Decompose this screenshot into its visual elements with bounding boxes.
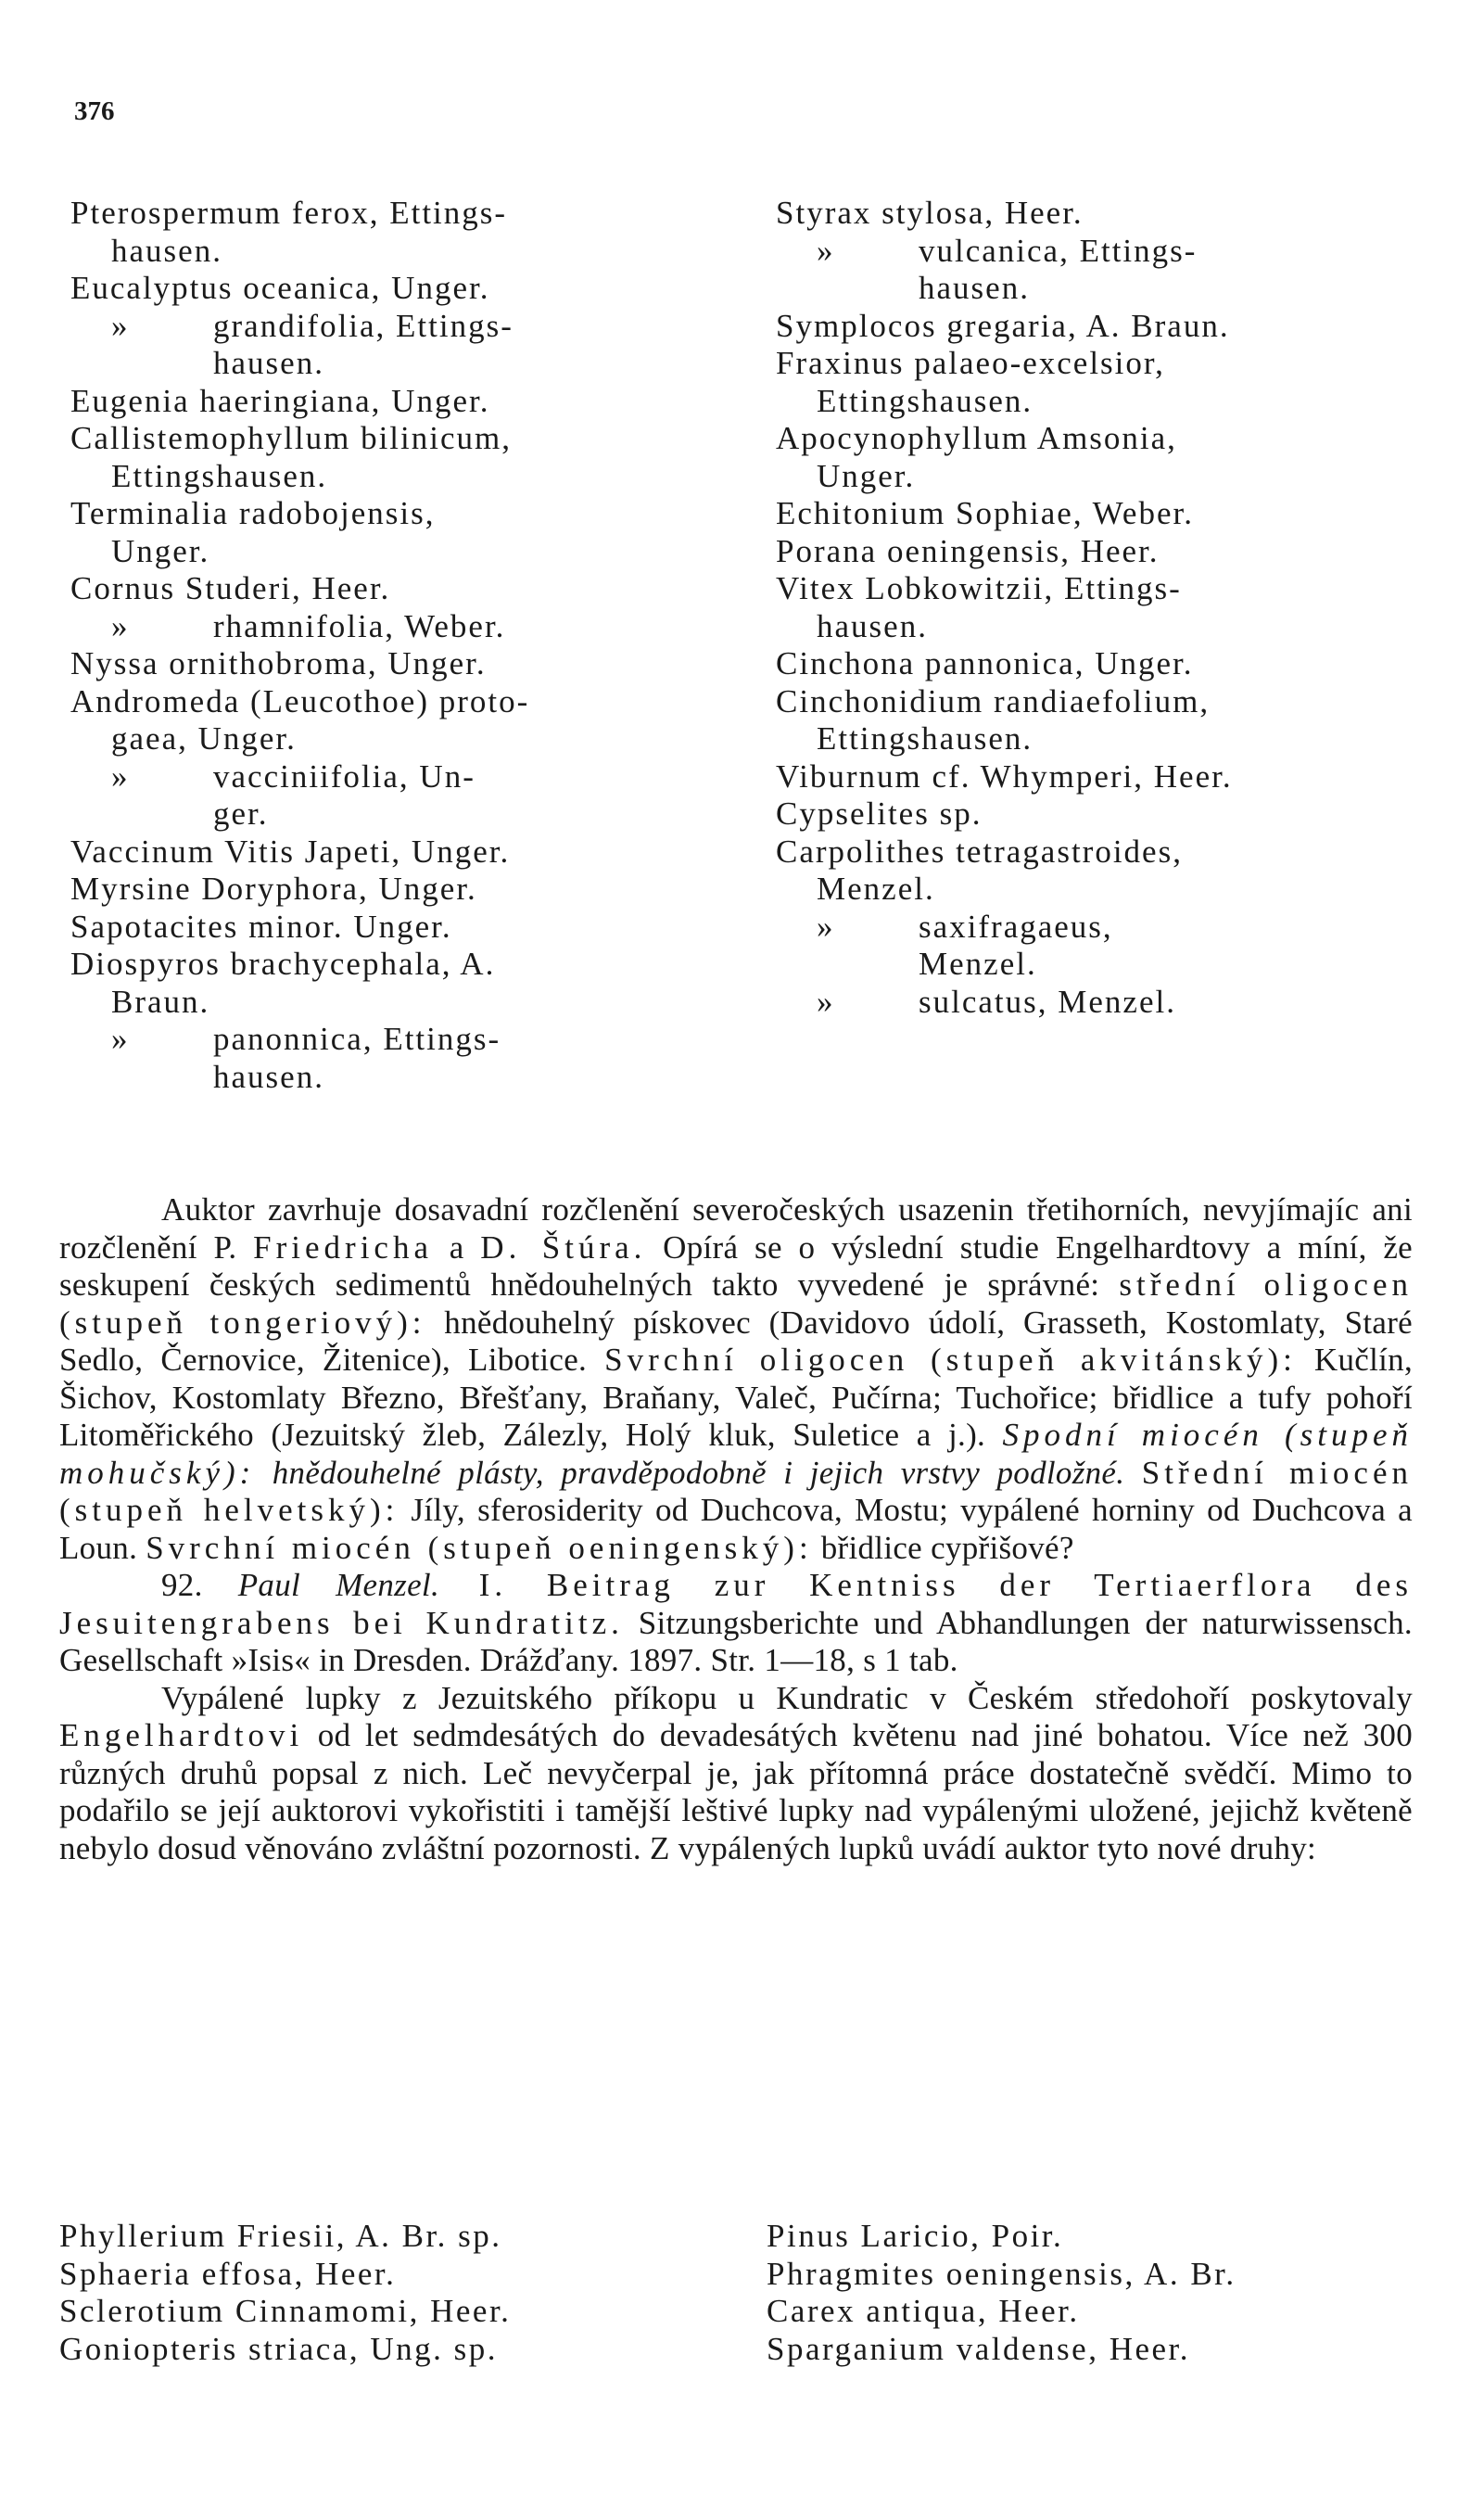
species-entry-line: hausen.: [919, 270, 1030, 306]
species-entry-line: Symplocos gregaria, A. Braun.: [776, 307, 1230, 344]
species-entry-line: Vaccinum Vitis Japeti, Unger.: [70, 833, 511, 870]
ditto-mark: »: [817, 908, 835, 945]
new-species-entry: Phyllerium Friesii, A. Br. sp.: [59, 2218, 502, 2254]
species-entry-line: Vitex Lobkowitzii, Ettings-: [776, 570, 1182, 606]
species-entry-line: Ettingshausen.: [817, 720, 1034, 757]
species-entry-line: Cornus Studeri, Heer.: [70, 570, 391, 606]
species-entry-line: » saxifragaeus,: [817, 908, 1113, 945]
species-entry-line: Eucalyptus oceanica, Unger.: [70, 270, 490, 306]
species-entry-line: Diospyros brachycephala, A.: [70, 946, 496, 982]
new-species-entry: Sparganium valdense, Heer.: [767, 2330, 1191, 2367]
species-entry-line: Andromeda (Leucothoe) proto-: [70, 682, 530, 719]
species-entry-line: Pterospermum ferox, Ettings-: [70, 195, 508, 231]
species-entry-line: Fraxinus palaeo-excelsior,: [776, 345, 1165, 381]
new-species-entry: Phragmites oeningensis, A. Br.: [767, 2255, 1236, 2292]
species-entry-line: Unger.: [111, 532, 210, 569]
species-entry-line: Cinchona pannonica, Unger.: [776, 645, 1194, 681]
species-entry-line: Viburnum cf. Whymperi, Heer.: [776, 757, 1233, 795]
ditto-mark: »: [111, 757, 130, 795]
species-entry-line: » vulcanica, Ettings-: [817, 232, 1198, 269]
species-entry-line: hausen.: [111, 232, 222, 269]
species-entry-line: » panonnica, Ettings-: [111, 1021, 501, 1057]
new-species-list-left: [59, 2218, 764, 2368]
species-entry-line: ger.: [213, 795, 269, 832]
species-entry-line: Callistemophyllum bilinicum,: [70, 420, 512, 456]
ditto-mark: »: [111, 307, 130, 344]
species-entry-line: » grandifolia, Ettings-: [111, 307, 514, 344]
species-entry-line: Menzel.: [817, 871, 935, 907]
species-list-right: [776, 195, 1439, 1021]
species-entry-line: Porana oeningensis, Heer.: [776, 532, 1160, 569]
species-entry-line: Eugenia haeringiana, Unger.: [70, 382, 490, 419]
species-entry-line: Cypselites sp.: [776, 795, 983, 832]
species-entry-line: Apocynophyllum Amsonia,: [776, 420, 1177, 456]
new-species-entry: Goniopteris striaca, Ung. sp.: [59, 2330, 498, 2367]
paragraph-summary: Vypálené lupky z Jezuitského příkopu u Kundratic v Českém středohoří poskytovaly Engelhardtovi od let sedmdesátých do devadesátých květenu nad jiné bohatou. Více než 300 různých druhů popsal z nich. Leč nevyčerpal je, jak přítomná práce dostatečně svědčí. Mimo to podařilo se její auktorovi vykořistiti i tamější leštivé lupky nad vypálenými uložené, jejichž květeně nebylo dosud věnováno zvláštní pozornosti. Z vypálených lupků uvádí auktor tyto nové druhy:: [59, 1679, 1413, 1866]
species-entry-line: Carpolithes tetragastroides,: [776, 833, 1183, 870]
page-number: 376: [74, 96, 115, 126]
new-species-entry: Pinus Laricio, Poir.: [767, 2218, 1064, 2254]
species-entry-line: hausen.: [213, 1058, 324, 1095]
species-entry-line: Terminalia radobojensis,: [70, 495, 436, 531]
species-entry-line: Unger.: [817, 457, 916, 494]
new-species-list-right: [767, 2218, 1434, 2368]
species-entry-line: » sulcatus, Menzel.: [817, 983, 1176, 1020]
species-entry-line: » rhamnifolia, Weber.: [111, 607, 506, 644]
ditto-mark: »: [111, 1021, 130, 1057]
species-entry-line: Cinchonidium randiaefolium,: [776, 682, 1211, 719]
ditto-mark: »: [111, 607, 130, 644]
new-species-entry: Sphaeria effosa, Heer.: [59, 2255, 397, 2292]
paragraph-reference: 92. Paul Menzel. I. Beitrag zur Kentniss der Tertiaerflora des Jesuitengrabens bei Kundratitz. Sitzungsberichte und Abhandlungen der naturwissensch. Gesellschaft »Isis« in Dresden. Drážďany. 1897. Str. 1—18, s 1 tab.: [59, 1567, 1413, 1678]
species-entry-line: Ettingshausen.: [817, 382, 1034, 419]
paragraph-stratigraphy: Auktor zavrhuje dosavadní rozčlenění severočeských usazenin třetihorních, nevyjímajíc ani rozčlenění P. Friedricha a D. Štúra. Opírá se o výslední studie Engelhardtovy a míní, že seskupení českých sedimentů hnědouhelných takto vyvedené je správné: střední oligocen (stupeň tongeriový): hnědouhelný pískovec (Davidovo údolí, Grasseth, Kostomlaty, Staré Sedlo, Černovice, Žitenice), Libotice. Svrchní oligocen (stupeň akvitánský): Kučlín, Šichov, Kostomlaty Březno, Břešťany, Braňany, Valeč, Pučírna; Tuchořice; břidlice a tufy pohoří Litoměřického (Jezuitský žleb, Zálezly, Holý kluk, Suletice a j.). Spodní miocén (stupeň mohučský): hnědouhelné plásty, pravděpodobně i jejich vrstvy podložné. Střední miocén (stupeň helvetský): Jíly, sferosiderity od Duchcova, Mostu; vypálené horniny od Duchcova a Loun. Svrchní miocén (stupeň oeningenský): břidlice cypřišové?: [59, 1191, 1414, 1566]
species-entry-line: Braun.: [111, 983, 210, 1020]
species-entry-line: » vacciniifolia, Un-: [111, 757, 476, 795]
new-species-entry: Carex antiqua, Heer.: [767, 2293, 1080, 2329]
body-text: [59, 1191, 1413, 1867]
species-list-left: [70, 195, 747, 1096]
ditto-mark: »: [817, 983, 835, 1020]
species-entry-line: Echitonium Sophiae, Weber.: [776, 495, 1194, 531]
species-entry-line: gaea, Unger.: [111, 720, 297, 757]
new-species-entry: Sclerotium Cinnamomi, Heer.: [59, 2293, 512, 2329]
species-entry-line: Nyssa ornithobroma, Unger.: [70, 645, 487, 681]
species-entry-line: Myrsine Doryphora, Unger.: [70, 871, 477, 907]
species-entry-line: Menzel.: [919, 946, 1037, 982]
species-entry-line: Ettingshausen.: [111, 457, 328, 494]
ditto-mark: »: [817, 232, 835, 269]
species-entry-line: Sapotacites minor. Unger.: [70, 908, 452, 945]
species-entry-line: hausen.: [817, 607, 928, 644]
species-entry-line: hausen.: [213, 345, 324, 381]
species-entry-line: Styrax stylosa, Heer.: [776, 195, 1084, 231]
